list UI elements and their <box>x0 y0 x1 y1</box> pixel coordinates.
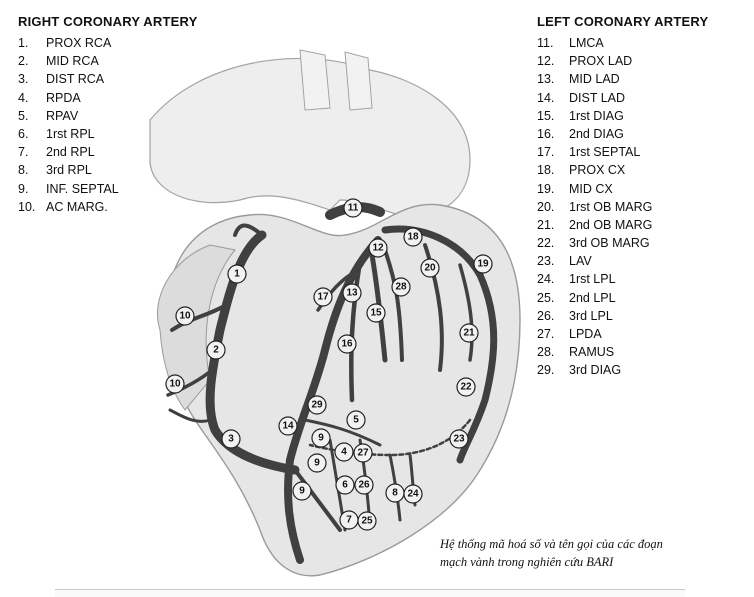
legend-item-label: PROX CX <box>569 163 626 178</box>
svg-text:15: 15 <box>370 307 382 319</box>
legend-item-number: 11. <box>537 36 554 50</box>
legend-item-number: 17. <box>537 145 555 160</box>
right-legend-list <box>18 34 197 216</box>
legend-item-number: 20. <box>537 199 555 214</box>
svg-text:20: 20 <box>424 262 436 274</box>
segment-marker <box>336 476 354 494</box>
caption-line-1: Hệ thống mã hoá số và tên gọi của các đoạn <box>440 537 663 551</box>
legend-item-number: 23. <box>537 254 555 269</box>
legend-item <box>18 89 197 107</box>
svg-text:9: 9 <box>314 457 320 469</box>
svg-text:5: 5 <box>353 414 359 426</box>
legend-item-label: 3rd OB MARG <box>569 236 650 251</box>
legend-item-label: DIST RCA <box>46 72 105 87</box>
legend-item-number: 2. <box>18 54 29 69</box>
svg-text:9: 9 <box>318 432 324 444</box>
legend-item-label: 3rd RPL <box>46 163 92 178</box>
legend-item-number: 10. <box>18 199 36 214</box>
segment-marker <box>279 417 297 435</box>
legend-item-label: LMCA <box>569 36 604 50</box>
left-legend-title: LEFT CORONARY ARTERY <box>537 14 709 29</box>
segment-marker <box>166 375 184 393</box>
legend-item-label: 3rd DIAG <box>569 363 622 378</box>
legend-item-label: PROX LAD <box>569 54 633 69</box>
svg-text:23: 23 <box>453 433 465 445</box>
legend-item-label: LAV <box>569 254 592 269</box>
svg-text:26: 26 <box>358 479 370 491</box>
legend-item-label: RAMUS <box>569 345 615 360</box>
legend-item <box>537 89 708 107</box>
legend-item-number: 13. <box>537 72 555 87</box>
legend-item-label: 1rst LPL <box>569 272 616 287</box>
legend-item <box>18 107 197 125</box>
legend-item <box>18 198 197 216</box>
legend-item-label: INF. SEPTAL <box>46 181 119 196</box>
segment-marker <box>314 288 332 306</box>
legend-item-number: 12. <box>537 54 555 69</box>
legend-item <box>18 34 197 52</box>
legend-item <box>537 198 708 216</box>
legend-item-number: 9. <box>18 181 29 196</box>
svg-text:17: 17 <box>317 291 329 303</box>
legend-item-number: 29. <box>537 363 555 378</box>
segment-marker <box>474 255 492 273</box>
legend-item-label: 2nd LPL <box>569 290 616 305</box>
segment-marker <box>347 411 365 429</box>
legend-item-number: 21. <box>537 217 555 232</box>
right-legend-title: RIGHT CORONARY ARTERY <box>18 14 198 29</box>
legend-item <box>537 125 708 143</box>
segment-marker <box>293 482 311 500</box>
legend-item <box>537 270 708 288</box>
segment-marker <box>308 396 326 414</box>
legend-item-number: 28. <box>537 345 555 360</box>
segment-marker <box>457 378 475 396</box>
segment-marker <box>404 485 422 503</box>
svg-text:4: 4 <box>341 446 347 458</box>
right-coronary-legend <box>18 14 197 216</box>
svg-text:25: 25 <box>361 515 373 527</box>
legend-item <box>537 70 708 88</box>
legend-item <box>18 180 197 198</box>
segment-marker <box>386 484 404 502</box>
svg-text:3: 3 <box>228 433 234 445</box>
legend-item <box>537 143 708 161</box>
legend-item-number: 27. <box>537 327 555 341</box>
legend-item-number: 5. <box>18 108 29 123</box>
segment-marker <box>335 443 353 461</box>
svg-text:7: 7 <box>346 514 352 526</box>
legend-item-number: 14. <box>537 90 555 105</box>
legend-item-label: MID LAD <box>569 72 620 87</box>
segment-marker <box>312 429 330 447</box>
legend-item <box>537 180 708 198</box>
legend-item-number: 15. <box>537 108 555 123</box>
legend-item <box>537 52 708 70</box>
legend-item-number: 26. <box>537 308 555 323</box>
legend-item-number: 7. <box>18 145 29 160</box>
legend-item-label: AC MARG. <box>46 199 108 214</box>
legend-item <box>537 216 708 234</box>
segment-marker <box>369 239 387 257</box>
legend-item-number: 19. <box>537 181 555 196</box>
legend-item-label: 1rst SEPTAL <box>569 145 641 160</box>
legend-item <box>537 325 708 343</box>
legend-item-number: 18. <box>537 163 555 178</box>
legend-item <box>18 143 197 161</box>
svg-text:19: 19 <box>477 258 489 270</box>
caption-line-2: mạch vành trong nghiên cứu BARI <box>440 555 614 569</box>
legend-item-number: 4. <box>18 90 29 105</box>
svg-text:21: 21 <box>463 327 475 339</box>
legend-item <box>18 161 197 179</box>
legend-item-number: 6. <box>18 126 29 141</box>
svg-text:27: 27 <box>357 447 369 459</box>
svg-text:10: 10 <box>169 378 181 390</box>
svg-text:24: 24 <box>407 488 419 500</box>
left-coronary-legend <box>537 14 708 380</box>
legend-item-label: LPDA <box>569 327 602 341</box>
segment-marker <box>344 199 362 217</box>
svg-text:29: 29 <box>311 399 323 411</box>
legend-item-label: MID RCA <box>46 54 99 69</box>
figure-caption <box>440 535 740 571</box>
legend-item <box>537 343 708 361</box>
segment-marker <box>355 476 373 494</box>
legend-item-label: MID CX <box>569 181 613 196</box>
segment-marker <box>450 430 468 448</box>
legend-item-label: 3rd LPL <box>569 308 613 323</box>
svg-text:12: 12 <box>372 242 384 254</box>
legend-item-label: PROX RCA <box>46 36 112 50</box>
legend-item <box>537 234 708 252</box>
legend-item-label: 1rst RPL <box>46 126 95 141</box>
segment-marker <box>392 278 410 296</box>
segment-marker <box>207 341 225 359</box>
legend-item <box>537 361 708 379</box>
legend-item-label: RPDA <box>46 90 81 105</box>
legend-item-number: 22. <box>537 236 555 251</box>
left-legend-list <box>537 34 708 380</box>
segment-marker <box>340 511 358 529</box>
legend-item-label: 2nd RPL <box>46 145 95 160</box>
segment-marker <box>404 228 422 246</box>
legend-item <box>537 107 708 125</box>
svg-text:8: 8 <box>392 487 398 499</box>
svg-text:22: 22 <box>460 381 472 393</box>
legend-item-number: 25. <box>537 290 555 305</box>
segment-marker <box>460 324 478 342</box>
legend-item-label: 1rst DIAG <box>569 108 624 123</box>
legend-item-label: 2nd DIAG <box>569 126 624 141</box>
legend-item-label: 2nd OB MARG <box>569 217 653 232</box>
segment-marker <box>176 307 194 325</box>
svg-text:6: 6 <box>342 479 348 491</box>
svg-text:28: 28 <box>395 281 407 293</box>
segment-marker <box>338 335 356 353</box>
legend-item-label: 1rst OB MARG <box>569 199 653 214</box>
legend-item-label: RPAV <box>46 108 79 123</box>
svg-text:18: 18 <box>407 231 419 243</box>
legend-item-number: 8. <box>18 163 29 178</box>
svg-text:14: 14 <box>282 420 294 432</box>
segment-marker <box>222 430 240 448</box>
legend-item <box>18 70 197 88</box>
segment-marker <box>358 512 376 530</box>
segment-marker <box>421 259 439 277</box>
legend-item <box>18 125 197 143</box>
svg-text:10: 10 <box>179 310 191 322</box>
segment-marker <box>343 284 361 302</box>
legend-item <box>537 34 708 52</box>
legend-item <box>537 289 708 307</box>
legend-item-number: 3. <box>18 72 29 87</box>
svg-text:11: 11 <box>347 202 359 214</box>
svg-text:9: 9 <box>299 485 305 497</box>
segment-marker <box>367 304 385 322</box>
legend-item-label: DIST LAD <box>569 90 626 105</box>
legend-item <box>537 252 708 270</box>
segment-marker <box>308 454 326 472</box>
svg-text:16: 16 <box>341 338 353 350</box>
legend-item-number: 24. <box>537 272 555 287</box>
legend-item <box>537 307 708 325</box>
legend-item <box>537 161 708 179</box>
svg-text:1: 1 <box>234 268 240 280</box>
legend-item-number: 16. <box>537 126 555 141</box>
legend-item <box>18 52 197 70</box>
svg-text:13: 13 <box>346 287 358 299</box>
segment-marker <box>228 265 246 283</box>
legend-item-number: 1. <box>18 36 29 50</box>
segment-marker <box>354 444 372 462</box>
svg-text:2: 2 <box>213 344 219 356</box>
